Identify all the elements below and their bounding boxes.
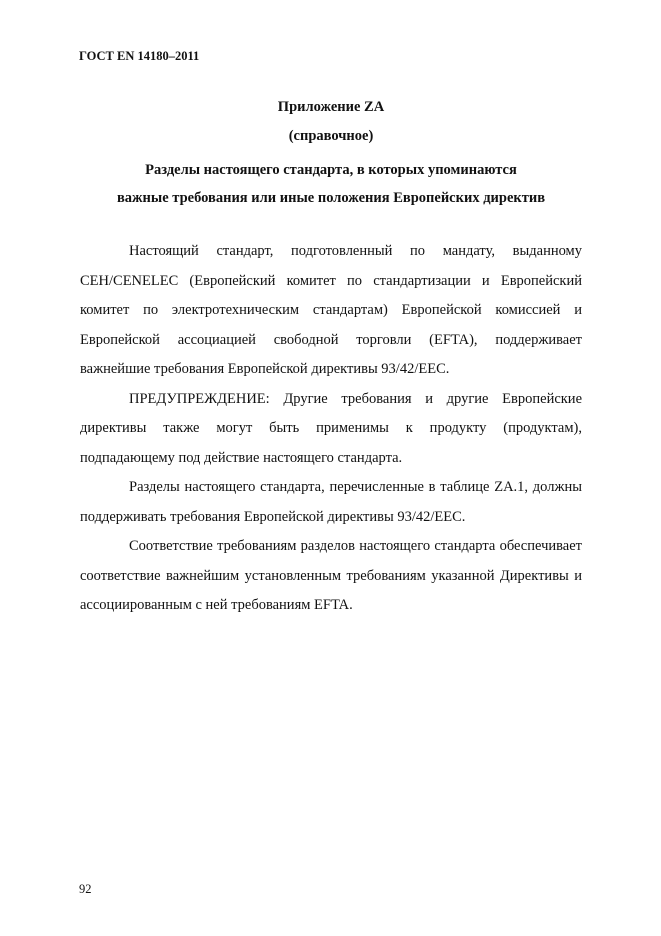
paragraph-conformity: Соответствие требованиям разделов настоящего стандарта обеспечивает соответствие важнейшим установленным требованиям указанной Директивы и ассоциированным с ней требованиям EFTA. xyxy=(80,538,582,613)
page-number: 92 xyxy=(79,882,92,896)
annex-kind: (справочное) xyxy=(288,128,374,144)
annex-body xyxy=(80,237,582,621)
paragraph-mandate: Настоящий стандарт, подготовленный по мандату, выданному CEH/CENELEC (Европейский комитет по стандартизации и Европейский комитет по электротехническим стандартам) Европейской комиссией и Европейской ассоциацией свободной торговли (EFTA), поддерживает важнейшие требования Европейской директивы 93/42/EEC. xyxy=(80,243,582,377)
document-header-code: ГОСТ EN 14180–2011 xyxy=(79,49,200,63)
annex-title: Приложение ZA xyxy=(277,99,385,115)
paragraph-sections: Разделы настоящего стандарта, перечисленные в таблице ZA.1, должны поддерживать требования Европейской директивы 93/42/EEC. xyxy=(80,479,582,525)
annex-heading xyxy=(80,156,582,212)
annex-heading-line-2: важные требования или иные положения Европейских директив xyxy=(116,190,546,206)
annex-heading-line-1: Разделы настоящего стандарта, в которых упоминаются xyxy=(145,162,517,178)
paragraph-warning: ПРЕДУПРЕЖДЕНИЕ: Другие требования и другие Европейские директивы также могут быть применимы к продукту (продуктам), подпадающему под действие настоящего стандарта. xyxy=(80,390,582,466)
